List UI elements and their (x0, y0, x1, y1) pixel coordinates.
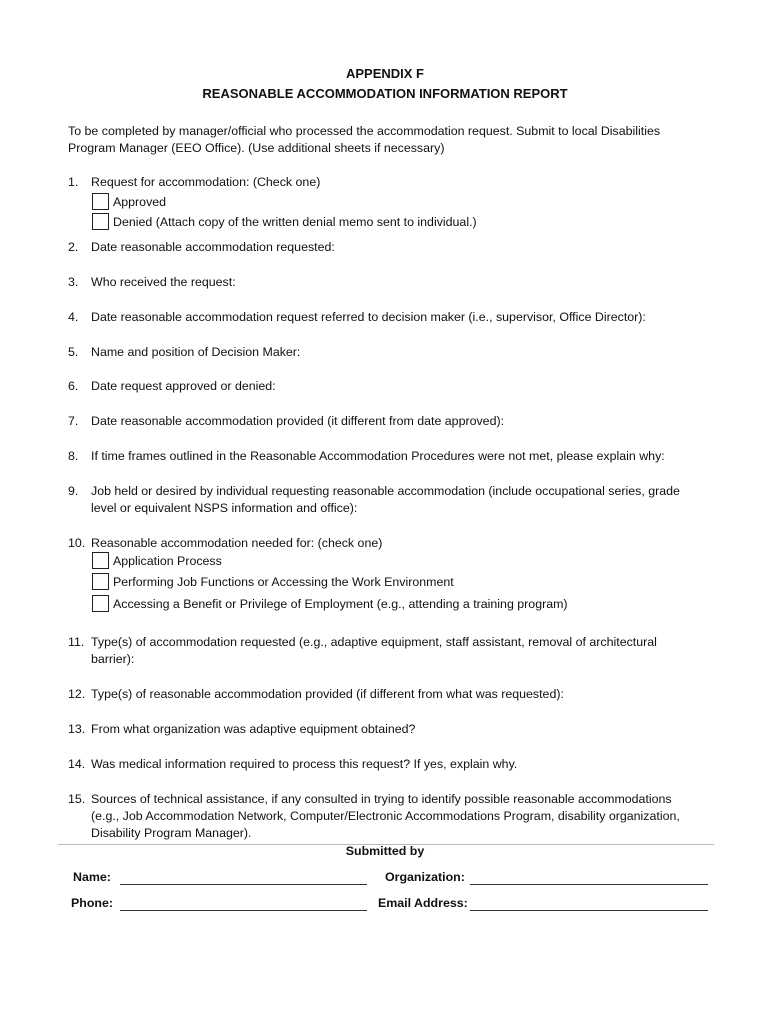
question-number: 10. (68, 536, 86, 550)
question-text: If time frames outlined in the Reasonable Accommodation Procedures were not met, please explain why: (91, 449, 665, 463)
email-field[interactable] (470, 910, 708, 911)
question-text: Date reasonable accommodation provided (it different from date approved): (91, 414, 505, 428)
question-text: Request for accommodation: (Check one) (91, 175, 321, 189)
question-text: Type(s) of reasonable accommodation provided (if different from what was requested): (91, 687, 564, 701)
question-line: level or equivalent NSPS information and office): (91, 501, 358, 515)
job-functions-label: Performing Job Functions or Accessing the Work Environment (113, 575, 454, 589)
report-title: REASONABLE ACCOMMODATION INFORMATION REPORT (202, 86, 568, 101)
question-line: barrier): (91, 652, 135, 666)
question-number: 6. (68, 379, 79, 393)
organization-field[interactable] (470, 884, 708, 885)
question-text (91, 483, 711, 517)
question-text: Name and position of Decision Maker: (91, 345, 301, 359)
application-process-label: Application Process (113, 554, 222, 568)
application-process-checkbox[interactable] (92, 552, 109, 569)
question-number: 3. (68, 275, 79, 289)
job-functions-checkbox[interactable] (92, 573, 109, 590)
question-number: 4. (68, 310, 79, 324)
approved-checkbox[interactable] (92, 193, 109, 210)
question-line: Job held or desired by individual requesting reasonable accommodation (include occupational series, grade (91, 484, 680, 498)
name-field[interactable] (120, 884, 367, 885)
organization-label: Organization: (385, 870, 465, 884)
name-label: Name: (73, 870, 111, 884)
question-number: 2. (68, 240, 79, 254)
question-text: Date reasonable accommodation requested: (91, 240, 335, 254)
question-text: Was medical information required to process this request? If yes, explain why. (91, 757, 518, 771)
benefit-privilege-checkbox[interactable] (92, 595, 109, 612)
question-text: From what organization was adaptive equipment obtained? (91, 722, 416, 736)
question-number: 7. (68, 414, 79, 428)
approved-label: Approved (113, 195, 167, 209)
intro-text (68, 123, 708, 157)
question-text (91, 791, 711, 842)
intro-line-1: To be completed by manager/official who processed the accommodation request. Submit to local Disabilities (68, 124, 661, 138)
question-line: Type(s) of accommodation requested (e.g., adaptive equipment, staff assistant, removal of architectural (91, 635, 657, 649)
question-number: 15. (68, 792, 86, 806)
email-label: Email Address: (378, 896, 468, 910)
question-number: 8. (68, 449, 79, 463)
question-line: Disability Program Manager). (91, 826, 252, 840)
appendix-label: APPENDIX F (345, 66, 424, 81)
question-text: Date reasonable accommodation request referred to decision maker (i.e., supervisor, Office Director): (91, 310, 646, 324)
question-line: Sources of technical assistance, if any consulted in trying to identify possible reasonable accommodations (91, 792, 672, 806)
question-number: 14. (68, 757, 86, 771)
question-text: Who received the request: (91, 275, 236, 289)
question-line: (e.g., Job Accommodation Network, Computer/Electronic Accommodations Program, disability organization, (91, 809, 680, 823)
denied-label: Denied (Attach copy of the written denial memo sent to individual.) (113, 215, 477, 229)
submitted-by-heading: Submitted by (345, 844, 425, 858)
question-number: 1. (68, 175, 79, 189)
phone-label: Phone: (71, 896, 113, 910)
denied-checkbox[interactable] (92, 213, 109, 230)
benefit-privilege-label: Accessing a Benefit or Privilege of Employment (e.g., attending a training program) (113, 597, 568, 611)
question-text: Date request approved or denied: (91, 379, 276, 393)
question-number: 9. (68, 484, 79, 498)
question-number: 13. (68, 722, 86, 736)
phone-field[interactable] (120, 910, 367, 911)
question-text (91, 634, 711, 668)
question-number: 11. (68, 635, 85, 649)
question-number: 5. (68, 345, 79, 359)
intro-line-2: Program Manager (EEO Office). (Use additional sheets if necessary) (68, 141, 445, 155)
question-number: 12. (68, 687, 86, 701)
question-text: Reasonable accommodation needed for: (check one) (91, 536, 383, 550)
